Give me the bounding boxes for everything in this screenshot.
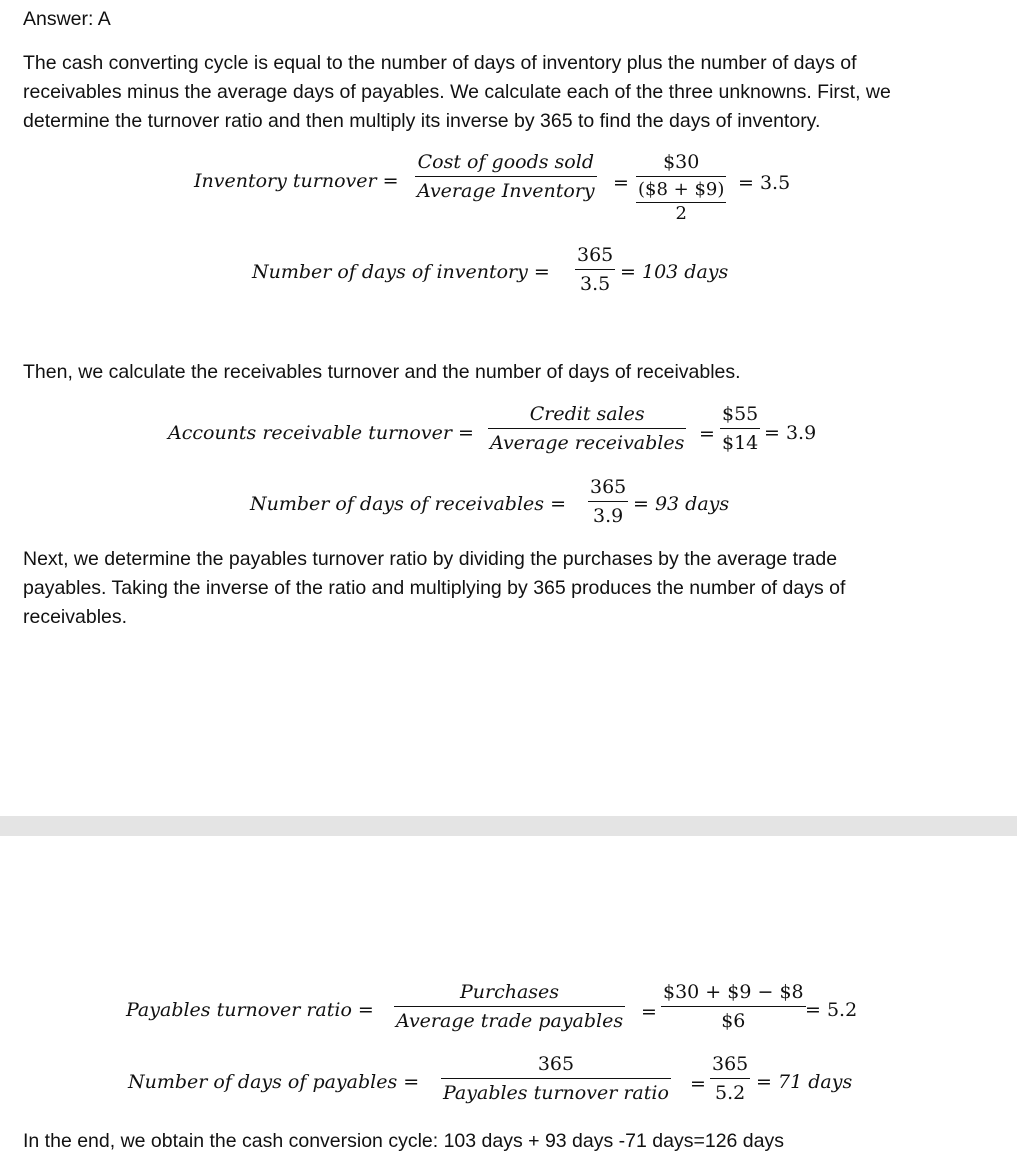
fraction-denominator: Payables turnover ratio	[443, 1082, 669, 1104]
fraction-numerator: Credit sales	[529, 403, 645, 425]
equation-inventory-turnover	[0, 150, 1017, 230]
equation-receivables-days	[0, 476, 1017, 536]
equals-sign: =	[613, 172, 629, 194]
equation-lhs: Number of days of receivables =	[250, 493, 566, 515]
fraction-denominator: Average Inventory	[417, 180, 595, 202]
answer-label: Answer: A	[23, 8, 111, 30]
fraction-numerator: $30 + $9 − $8	[663, 981, 804, 1003]
nested-denominator: 2	[675, 203, 687, 224]
fraction-numerator: $55	[722, 403, 759, 425]
equation-lhs: Inventory turnover =	[194, 170, 399, 192]
result-value: = 3.9	[764, 422, 817, 444]
fraction-numerator: 365	[577, 244, 614, 266]
fraction-numerator: Cost of goods sold	[417, 151, 594, 173]
equation-lhs: Number of days of payables =	[128, 1071, 420, 1093]
equation-lhs: Number of days of inventory =	[252, 261, 550, 283]
result-value: = 3.5	[738, 172, 791, 194]
equals-sign: =	[699, 423, 715, 445]
equals-sign-result: =	[756, 1071, 772, 1093]
fraction-numerator: $30	[663, 151, 700, 173]
fraction-numerator: Purchases	[460, 981, 560, 1003]
nested-fraction-average	[636, 177, 726, 223]
fraction-purchases-over-payables	[394, 983, 625, 1031]
conclusion-text: In the end, we obtain the cash conversion cycle: 103 days + 93 days -71 days=126 days	[23, 1130, 784, 1152]
result-value: 71 days	[778, 1071, 853, 1093]
fraction-numerator: 365	[712, 1053, 749, 1075]
result-value: 103 days	[642, 261, 729, 283]
page-divider	[0, 816, 1017, 836]
equation-payables-days	[0, 1052, 1017, 1112]
fraction-denominator: Average receivables	[490, 432, 685, 454]
equation-lhs: Payables turnover ratio =	[126, 999, 374, 1021]
fraction-inventory-values	[636, 153, 726, 223]
fraction-denominator: 5.2	[715, 1082, 746, 1104]
intro-paragraph: The cash converting cycle is equal to the number of days of inventory plus the number of days of receivables minus the average days of payables. We calculate each of the three unknowns. First, we determine the turnover ratio and then multiply its inverse by 365 to find the days of inventory.	[23, 52, 891, 132]
fraction-365-over-3-5	[575, 246, 615, 294]
equation-receivables-turnover	[0, 402, 1017, 462]
fraction-denominator: $6	[721, 1010, 746, 1032]
fraction-365-over-payables-ratio	[441, 1055, 671, 1103]
result-value: = 5.2	[805, 999, 858, 1021]
fraction-denominator: 3.9	[593, 505, 624, 527]
fraction-55-over-14	[720, 405, 760, 453]
fraction-cogs-over-inventory	[415, 153, 597, 201]
payables-paragraph: Next, we determine the payables turnover ratio by dividing the purchases by the average trade payables. Taking the inverse of the ratio and multiplying by 365 produces the number of days of receivables.	[23, 548, 846, 628]
fraction-365-over-3-9	[588, 478, 628, 526]
equals-sign: =	[620, 261, 636, 283]
receivables-paragraph: Then, we calculate the receivables turnover and the number of days of receivables.	[23, 361, 741, 383]
fraction-denominator: $14	[722, 432, 759, 454]
equation-inventory-days	[0, 244, 1017, 304]
fraction-365-over-5-2	[710, 1055, 750, 1103]
fraction-numerator: 365	[537, 1053, 575, 1075]
fraction-purchases-values	[661, 983, 806, 1031]
nested-numerator: ($8 + $9)	[638, 179, 725, 200]
equation-payables-turnover	[0, 980, 1017, 1040]
result-value: = 93 days	[633, 493, 730, 515]
fraction-numerator: 365	[590, 476, 627, 498]
equals-sign: =	[641, 1001, 657, 1023]
fraction-denominator: Average trade payables	[396, 1010, 624, 1032]
equation-lhs: Accounts receivable turnover =	[168, 422, 474, 444]
fraction-denominator: 3.5	[580, 273, 611, 295]
fraction-credit-sales-over-receivables	[488, 405, 686, 453]
equals-sign: =	[690, 1073, 706, 1095]
